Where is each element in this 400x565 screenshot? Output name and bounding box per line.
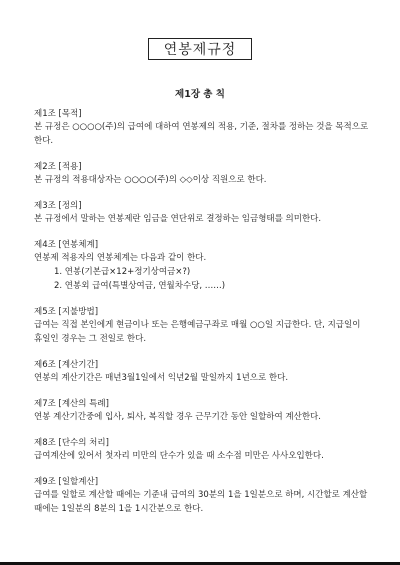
article-4 <box>34 239 370 293</box>
article-title: 제3조 [정의] <box>34 201 82 211</box>
article-7 <box>34 398 370 424</box>
article-2 <box>34 161 370 187</box>
article-body: 급여를 일할로 계산할 때에는 기준내 급여의 30분의 1을 1일분으로 하며, 시간할로 계산할 때에는 1일분의 8분의 1을 1시간분으로 한다. <box>34 490 368 514</box>
article-title: 제6조 [계산기간] <box>34 360 99 370</box>
article-body: 연봉 계산기간중에 입사, 퇴사, 복직할 경우 근무기간 동안 일할하여 계산한다. <box>34 412 321 422</box>
article-body: 본 규정에서 말하는 연봉제란 임금을 연단위로 결정하는 임금형태를 의미한다. <box>34 214 322 224</box>
chapter-heading: 제1장 총 칙 <box>175 89 225 100</box>
article-body: 본 규정의 적용대상자는 ○○○○(주)의 ◇◇이상 직원으로 한다. <box>34 175 267 185</box>
articles-list <box>34 108 370 529</box>
article-body: 급여는 직접 본인에게 현금이나 또는 은행예금구좌로 매월 ○○일 지급한다. 단, 지급일이 휴일인 경우는 그 전일로 한다. <box>34 320 361 344</box>
article-body: 본 규정은 ○○○○(주)의 급여에 대하여 연봉제의 적용, 기준, 절차를 정하는 것을 목적으로 한다. <box>34 122 369 146</box>
article-9 <box>34 476 370 516</box>
article-title: 제1조 [목적] <box>34 109 82 119</box>
article-body: 연봉제 적용자의 연봉체계는 다음과 같이 한다. <box>34 253 207 263</box>
article-title: 제9조 [일할계산] <box>34 477 99 487</box>
article-body: 급여계산에 있어서 첫자리 미만의 단수가 있을 때 소수점 미만은 사사오입한다. <box>34 451 324 461</box>
article-body: 연봉의 계산기간은 매년3월1일에서 익년2월 말일까지 1년으로 한다. <box>34 373 289 383</box>
article-title: 제5조 [지불방법] <box>34 307 99 317</box>
article-title: 제2조 [적용] <box>34 162 82 172</box>
article-3 <box>34 200 370 226</box>
article-5 <box>34 306 370 346</box>
article-6 <box>34 359 370 385</box>
article-list-item: 1. 연봉(기본급×12+정기상여금×?) <box>54 267 191 277</box>
article-title: 제7조 [계산의 특례] <box>34 399 109 409</box>
document-title: 연봉제규정 <box>148 38 252 60</box>
article-1 <box>34 108 370 148</box>
article-8 <box>34 437 370 463</box>
article-list-item: 2. 연봉외 급여(특별상여금, 연월차수당, ……) <box>54 281 226 291</box>
article-title: 제8조 [단수의 처리] <box>34 438 109 448</box>
article-title: 제4조 [연봉체계] <box>34 240 99 250</box>
